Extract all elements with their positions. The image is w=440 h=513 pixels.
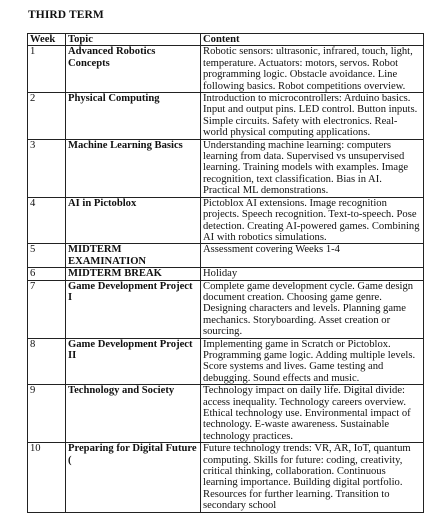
week-cell: 3 [28, 139, 66, 197]
table-header-row [28, 34, 424, 46]
week-column-header: Week [28, 34, 66, 46]
content-cell: Future technology trends: VR, AR, IoT, quantum computing. Skills for future: coding, creativity, critical thinking, collaboration. Continuous learning importance. Building digital portfolio. Resources for further learning. Transition to secondary school [201, 443, 424, 512]
topic-cell: Advanced Robotics Concepts [66, 46, 201, 93]
table-row [28, 46, 424, 93]
content-cell: Complete game development cycle. Game design document creation. Choosing game genre. Designing characters and levels. Planning game mechanics. Storyboarding. Asset creation or sourcing. [201, 280, 424, 338]
topic-cell: AI in Pictoblox [66, 197, 201, 244]
week-cell: 10 [28, 443, 66, 512]
content-cell: Assessment covering Weeks 1-4 [201, 244, 424, 268]
topic-cell: Physical Computing [66, 93, 201, 140]
topic-cell: Game Development Project I [66, 280, 201, 338]
content-cell: Understanding machine learning: computers learning from data. Supervised vs unsupervised learning. Training models with examples. Image recognition, text classification. Bias in AI. Practical ML demonstrations. [201, 139, 424, 197]
topic-cell: Game Development Project II [66, 338, 201, 385]
week-cell: 2 [28, 93, 66, 140]
table-row [28, 385, 424, 443]
week-cell: 4 [28, 197, 66, 244]
table-row [28, 443, 424, 512]
topic-cell: Technology and Society [66, 385, 201, 443]
topic-cell: MIDTERM EXAMINATION [66, 244, 201, 268]
table-row [28, 338, 424, 385]
topic-cell: Preparing for Digital Future ( [66, 443, 201, 512]
table-row [28, 139, 424, 197]
week-cell: 6 [28, 268, 66, 280]
content-cell: Pictoblox AI extensions. Image recognition projects. Speech recognition. Text-to-speech. Pose detection. Creating AI-powered games. Combining AI with robotics simulations. [201, 197, 424, 244]
table-row [28, 268, 424, 280]
topic-cell: Machine Learning Basics [66, 139, 201, 197]
content-cell: Holiday [201, 268, 424, 280]
content-cell: Robotic sensors: ultrasonic, infrared, touch, light, temperature. Actuators: motors, servos. Robot programming logic. Obstacle avoidance. Line following basics. Robot competitions overview. [201, 46, 424, 93]
term-title: THIRD TERM [28, 9, 104, 21]
week-cell: 9 [28, 385, 66, 443]
table-row [28, 93, 424, 140]
week-cell: 8 [28, 338, 66, 385]
content-cell: Introduction to microcontrollers: Arduino basics. Input and output pins. LED control. Button inputs. Simple circuits. Safety with electronics. Real-world physical computing applications. [201, 93, 424, 140]
curriculum-table [27, 33, 424, 513]
topic-column-header: Topic [66, 34, 201, 46]
content-cell: Implementing game in Scratch or Pictoblox. Programming game logic. Adding multiple levels. Score systems and lives. Game testing and debugging. Sound effects and music. [201, 338, 424, 385]
table-row [28, 244, 424, 268]
table-row [28, 280, 424, 338]
topic-cell: MIDTERM BREAK [66, 268, 201, 280]
content-cell: Technology impact on daily life. Digital divide: access inequality. Technology careers overview. Ethical technology use. Environmental impact of technology. E-waste awareness. Sustainable technology practices. [201, 385, 424, 443]
week-cell: 1 [28, 46, 66, 93]
table-row [28, 197, 424, 244]
week-cell: 7 [28, 280, 66, 338]
content-column-header: Content [201, 34, 424, 46]
week-cell: 5 [28, 244, 66, 268]
